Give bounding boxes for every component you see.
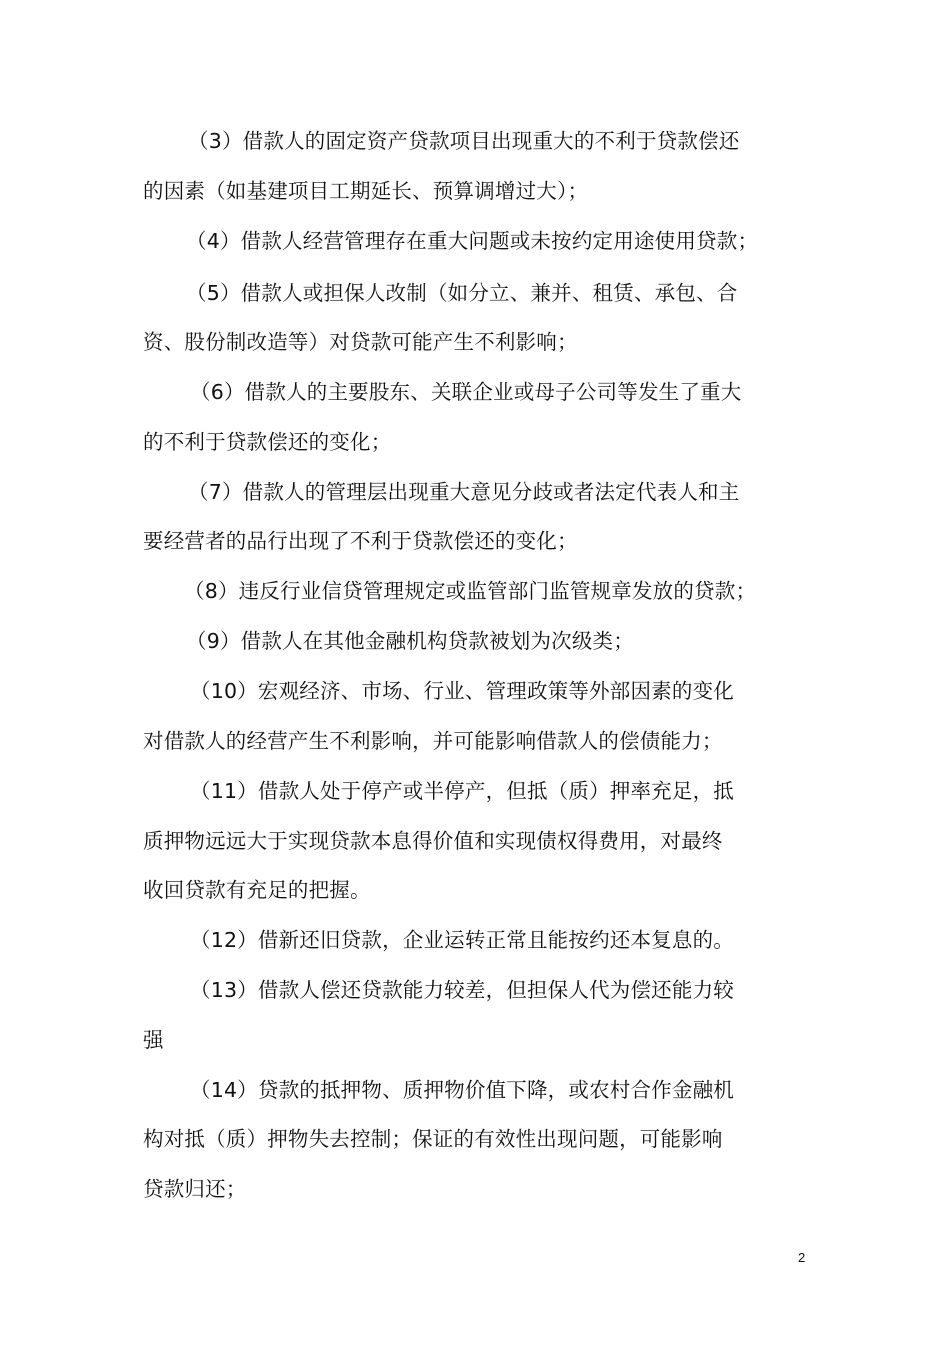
paragraph-line: （3）借款人的固定资产贷款项目出现重大的不利于贷款偿还 <box>188 129 740 153</box>
paragraph-line: 收回贷款有充足的把握。 <box>143 878 371 902</box>
paragraph-line: 贷款归还； <box>143 1177 247 1201</box>
paragraph-line: 的因素（如基建项目工期延长、预算调增过大）； <box>143 179 589 203</box>
paragraph-line: 质押物远远大于实现贷款本息得价值和实现债权得费用，对最终 <box>143 829 723 853</box>
paragraph-line: 要经营者的品行出现了不利于贷款偿还的变化； <box>143 529 578 553</box>
paragraph-line: 对借款人的经营产生不利影响，并可能影响借款人的偿债能力； <box>143 729 723 753</box>
paragraph-line: （14）贷款的抵押物、质押物价值下降，或农村合作金融机 <box>190 1078 734 1102</box>
paragraph-line: 资、股份制改造等）对贷款可能产生不利影响； <box>143 330 578 354</box>
paragraph-line: （4）借款人经营管理存在重大问题或未按约定用途使用贷款； <box>186 229 759 253</box>
paragraph-line: （7）借款人的管理层出现重大意见分歧或者法定代表人和主 <box>188 480 740 504</box>
paragraph-line: （6）借款人的主要股东、关联企业或母子公司等发生了重大 <box>190 380 742 404</box>
paragraph-line: （12）借新还旧贷款，企业运转正常且能按约还本复息的。 <box>190 928 734 952</box>
paragraph-line: （10）宏观经济、市场、行业、管理政策等外部因素的变化 <box>190 679 734 703</box>
paragraph-line: 强 <box>143 1028 164 1052</box>
paragraph-line: （13）借款人偿还贷款能力较差，但担保人代为偿还能力较 <box>190 978 734 1002</box>
paragraph-line: 构对抵（质）押物失去控制；保证的有效性出现问题，可能影响 <box>143 1127 723 1151</box>
paragraph-line: （8）违反行业信贷管理规定或监管部门监管规章发放的贷款； <box>184 579 757 603</box>
paragraph-line: （11）借款人处于停产或半停产，但抵（质）押率充足，抵 <box>190 779 734 803</box>
paragraph-line: （5）借款人或担保人改制（如分立、兼并、租赁、承包、合 <box>186 281 738 305</box>
paragraph-line: 的不利于贷款偿还的变化； <box>143 430 392 454</box>
paragraph-line: （9）借款人在其他金融机构贷款被划为次级类； <box>186 629 634 653</box>
page-number: 2 <box>798 1250 806 1265</box>
